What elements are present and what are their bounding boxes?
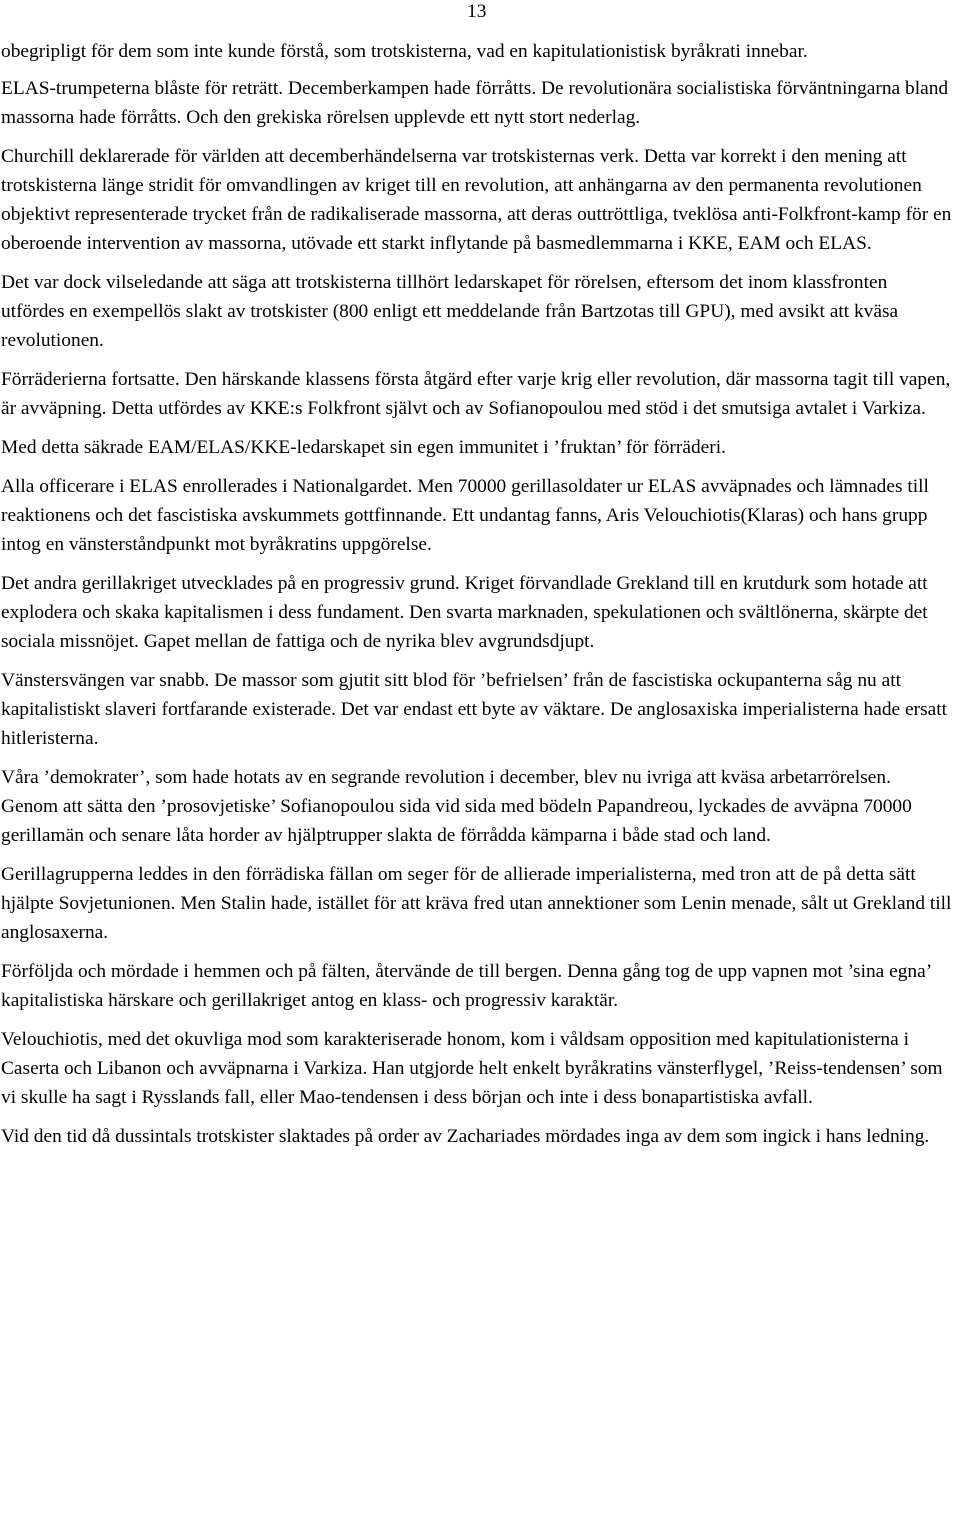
paragraph: obegripligt för dem som inte kunde förstå, som trotskisterna, vad en kapitulationistisk byråkrati innebar. xyxy=(1,41,808,62)
paragraph: Förföljda och mördade i hemmen och på fälten, återvände de till bergen. Denna gång tog de upp vapnen mot ’sina egna’ kapitalistiska härskare och gerillakriget antog en klass- och progressiv karaktär. xyxy=(1,961,931,1011)
paragraph: Velouchiotis, med det okuvliga mod som karakteriserade honom, kom i våldsam opposition med kapitulationisterna i Caserta och Libanon och avväpnarna i Varkiza. Han utgjorde helt enkelt byråkratins vänsterflygel, ’Reiss-tendensen’ som vi skulle ha sagt i Rysslands fall, eller Mao-tendensen i dess början och inte i dess bonapartistiska avfall. xyxy=(1,1029,943,1108)
paragraph: Med detta säkrade EAM/ELAS/KKE-ledarskapet sin egen immunitet i ’fruktan’ för förräderi. xyxy=(1,437,726,458)
paragraph: Vänstersvängen var snabb. De massor som gjutit sitt blod för ’befrielsen’ från de fascistiska ockupanterna såg nu att kapitalistiskt slaveri fortfarande existerade. Det var endast ett byte av väktare. De anglosaxiska imperialisterna hade ersatt hitleristerna. xyxy=(1,670,947,749)
paragraph: Det andra gerillakriget utvecklades på en progressiv grund. Kriget förvandlade Grekland till en krutdurk som hotade att explodera och skaka kapitalismen i dess fundament. Den svarta marknaden, spekulationen och svältlönerna, skärpte det sociala missnöjet. Gapet mellan de fattiga och de nyrika blev avgrundsdjupt. xyxy=(1,573,928,652)
page-number: 13 xyxy=(467,1,487,22)
paragraph: Det var dock vilseledande att säga att trotskisterna tillhört ledarskapet för rörelsen, eftersom det inom klassfronten utfördes en exempellös slakt av trotskister (800 enligt ett meddelande från Bartzotas till GPU), med avsikt att kväsa revolutionen. xyxy=(1,272,899,351)
paragraph: Vid den tid då dussintals trotskister slaktades på order av Zachariades mördades inga av dem som ingick i hans ledning. xyxy=(1,1126,930,1147)
document-body xyxy=(1,37,952,1151)
paragraph: Gerillagrupperna leddes in den förrädiska fällan om seger för de allierade imperialisterna, med tron att de på detta sätt hjälpte Sovjetunionen. Men Stalin hade, istället för att kräva fred utan annektioner som Lenin menade, sålt ut Grekland till anglosaxerna. xyxy=(1,864,952,943)
paragraph: Våra ’demokrater’, som hade hotats av en segrande revolution i december, blev nu ivriga att kväsa arbetarrörelsen. Genom att sätta den ’prosovjetiske’ Sofianopoulou sida vid sida med bödeln Papandreou, lyckades de avväpna 70000 gerillamän och senare låta horder av hjälptrupper slakta de förrådda kämparna i både stad och land. xyxy=(1,767,912,846)
paragraph: ELAS-trumpeterna blåste för reträtt. Decemberkampen hade förråtts. De revolutionära socialistiska förväntningarna bland massorna hade förråtts. Och den grekiska rörelsen upplevde ett nytt stort nederlag. xyxy=(1,78,949,128)
paragraph: Förräderierna fortsatte. Den härskande klassens första åtgärd efter varje krig eller revolution, där massorna tagit till vapen, är avväpning. Detta utfördes av KKE:s Folkfront självt och av Sofianopoulou med stöd i det smutsiga avtalet i Varkiza. xyxy=(1,369,951,419)
paragraph: Churchill deklarerade för världen att decemberhändelserna var trotskisternas verk. Detta var korrekt i den mening att trotskisterna länge stridit för omvandlingen av kriget till en revolution, att anhängarna av den permanenta revolutionen objektivt representerade trycket från de radikaliserade massorna, att deras outtröttliga, tveklösa anti-Folkfront-kamp för en oberoende intervention av massorna, utövade ett starkt inflytande på basmedlemmarna i KKE, EAM och ELAS. xyxy=(1,146,952,254)
paragraph: Alla officerare i ELAS enrollerades i Nationalgardet. Men 70000 gerillasoldater ur ELAS avväpnades och lämnades till reaktionens och det fascistiska avskummets gottfinnande. Ett undantag fanns, Aris Velouchiotis(Klaras) och hans grupp intog en vänsterståndpunkt mot byråkratins uppgörelse. xyxy=(1,476,929,555)
